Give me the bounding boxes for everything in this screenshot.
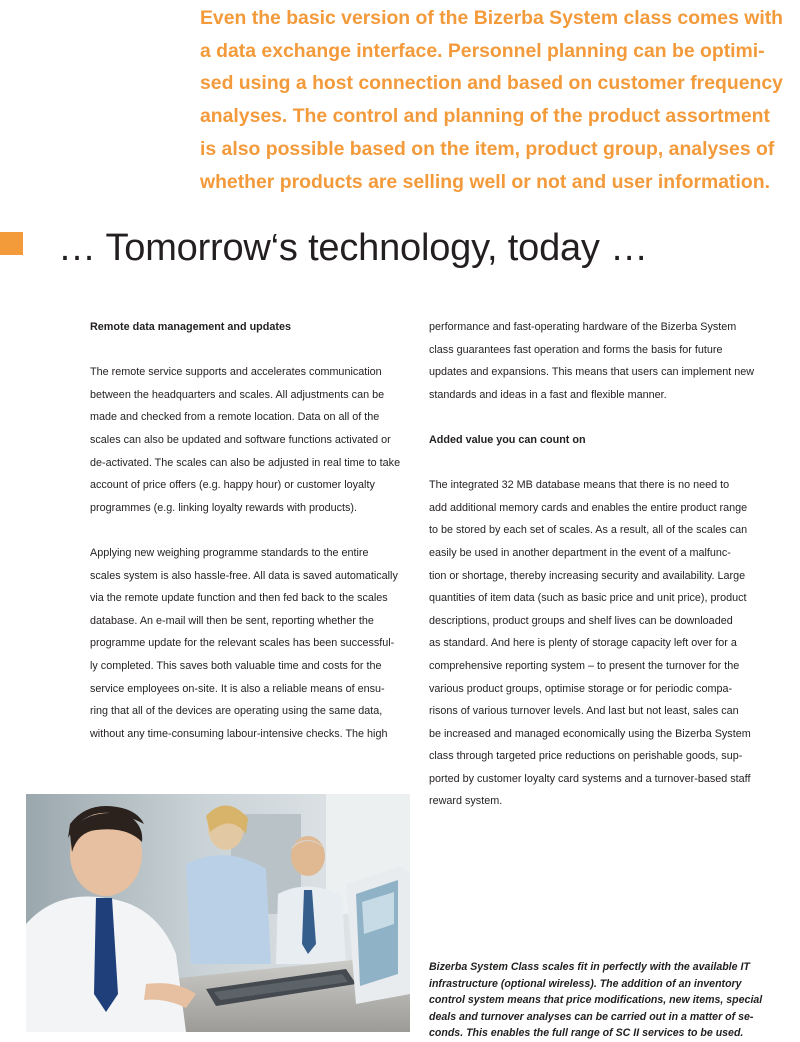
body-line: database. An e-mail will then be sent, reporting whether the bbox=[90, 614, 374, 627]
body-line: ring that all of the devices are operating using the same data, bbox=[90, 705, 383, 718]
body-line: made and checked from a remote location. Data on all of the bbox=[90, 411, 380, 424]
section-headline: … Tomorrow‘s technology, today … bbox=[58, 227, 648, 269]
body-line: updates and expansions. This means that users can implement new bbox=[429, 366, 755, 379]
intro-line: Even the basic version of the Bizerba System class comes with bbox=[200, 7, 784, 29]
caption-line: infrastructure (optional wireless). The addition of an inventory bbox=[429, 977, 742, 990]
body-line: scales system is also hassle-free. All data is saved automatically bbox=[90, 569, 398, 582]
photo-caption bbox=[429, 959, 789, 1042]
body-line: service employees on-site. It is also a reliable means of ensu- bbox=[90, 682, 385, 695]
body-line: add additional memory cards and enables the entire product range bbox=[429, 501, 748, 514]
body-line: tion or shortage, thereby increasing security and availability. Large bbox=[429, 569, 746, 582]
body-line: risons of various turnover levels. And last but not least, sales can bbox=[429, 705, 739, 718]
caption-line: Bizerba System Class scales fit in perfectly with the available IT bbox=[429, 961, 750, 973]
body-line: without any time-consuming labour-intensive checks. The high bbox=[90, 727, 388, 740]
office-photo bbox=[26, 794, 410, 1032]
body-line: programme update for the relevant scales has been successful- bbox=[90, 637, 395, 650]
body-line: to be stored by each set of scales. As a result, all of the scales can bbox=[429, 524, 748, 537]
body-line: scales can also be updated and software functions activated or bbox=[90, 433, 391, 446]
body-line: standards and ideas in a fast and flexible manner. bbox=[429, 388, 667, 401]
office-photo-illustration bbox=[26, 794, 410, 1032]
body-line: comprehensive reporting system – to present the turnover for the bbox=[429, 659, 740, 672]
intro-line: whether products are selling well or not and user information. bbox=[200, 170, 770, 193]
caption-line: deals and turnover analyses can be carried out in a matter of se- bbox=[429, 1010, 754, 1023]
body-line: descriptions, product groups and shelf lives can be downloaded bbox=[429, 614, 733, 627]
body-line: programmes (e.g. linking loyalty rewards with products). bbox=[90, 501, 358, 514]
body-line: via the remote update function and then fed back to the scales bbox=[90, 592, 388, 605]
body-line: quantities of item data (such as basic price and unit price), product bbox=[429, 592, 747, 605]
right-column-heading: Added value you can count on bbox=[429, 433, 586, 446]
intro-line: sed using a host connection and based on customer frequency bbox=[200, 72, 783, 95]
left-column-heading: Remote data management and updates bbox=[90, 321, 291, 333]
body-line: account of price offers (e.g. happy hour) or customer loyalty bbox=[90, 479, 375, 492]
intro-line: is also possible based on the item, product group, analyses of bbox=[200, 137, 775, 160]
body-line: The remote service supports and accelerates communication bbox=[90, 366, 382, 379]
intro-line: a data exchange interface. Personnel planning can be optimi- bbox=[200, 39, 765, 62]
body-line: ly completed. This saves both valuable time and costs for the bbox=[90, 659, 382, 672]
body-line: various product groups, optimise storage or for periodic compa- bbox=[429, 682, 733, 695]
body-line: Applying new weighing programme standards to the entire bbox=[90, 546, 369, 559]
body-line: as standard. And here is plenty of storage capacity left over for a bbox=[429, 637, 737, 650]
body-line: class through targeted price reductions on perishable goods, sup- bbox=[429, 750, 743, 763]
caption-line: conds. This enables the full range of SC II services to be used. bbox=[429, 1027, 744, 1040]
left-column bbox=[90, 316, 400, 745]
caption-line: control system means that price modifications, new items, special bbox=[429, 994, 763, 1007]
body-line: performance and fast-operating hardware of the Bizerba System bbox=[429, 321, 737, 333]
body-line: easily be used in another department in the event of a malfunc- bbox=[429, 546, 731, 559]
intro-line: analyses. The control and planning of the product assortment bbox=[200, 105, 770, 128]
body-line: ported by customer loyalty card systems and a turnover-based staff bbox=[429, 772, 751, 785]
body-line: be increased and managed economically using the Bizerba System bbox=[429, 727, 751, 740]
body-line: The integrated 32 MB database means that there is no need to bbox=[429, 479, 730, 492]
intro-paragraph bbox=[200, 2, 790, 198]
right-column bbox=[429, 316, 754, 813]
section-marker bbox=[0, 232, 23, 255]
body-line: class guarantees fast operation and forms the basis for future bbox=[429, 343, 723, 356]
body-line: between the headquarters and scales. All adjustments can be bbox=[90, 388, 385, 401]
body-line: de-activated. The scales can also be adjusted in real time to take bbox=[90, 456, 401, 469]
body-line: reward system. bbox=[429, 795, 503, 808]
